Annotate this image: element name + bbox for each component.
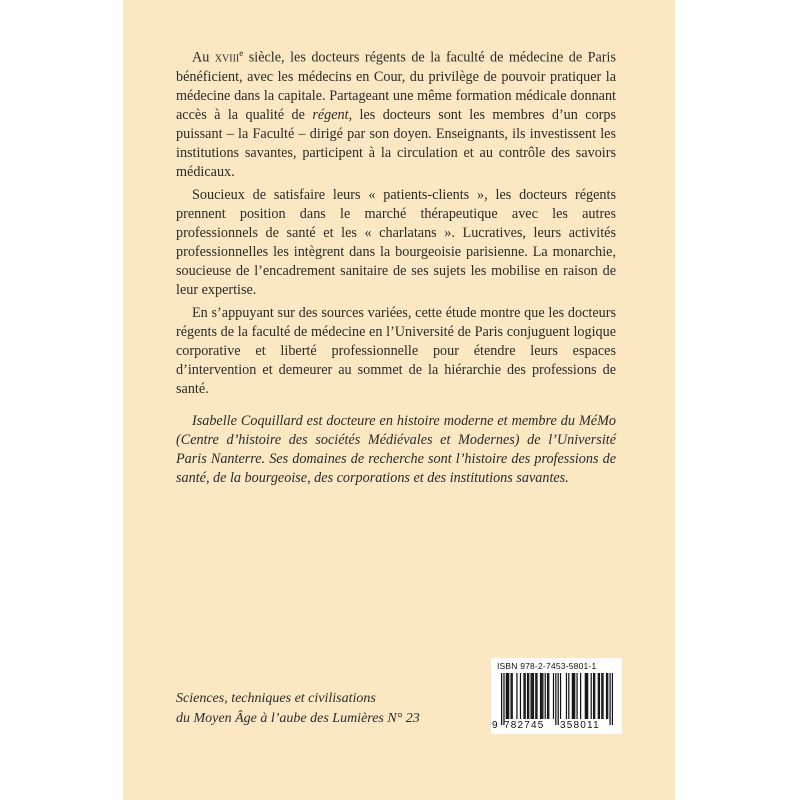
blurb-paragraph-3: En s’appuyant sur des sources variées, cette étude montre que les docteurs régents de la faculté de médecine en l’Université de Paris conjuguent logique corporative et liberté professionnelle pour étendre leurs espaces d’intervention et demeurer au sommet de la hiérarchie des professions de santé. bbox=[176, 304, 616, 397]
barcode-digit-group-1: 782745 bbox=[504, 720, 545, 731]
barcode-bar bbox=[527, 673, 528, 719]
isbn-label: ISBN 978-2-7453-5801-1 bbox=[497, 661, 597, 671]
barcode-bar bbox=[525, 673, 526, 719]
barcode-bar bbox=[545, 673, 546, 719]
barcode-bar bbox=[506, 673, 507, 719]
barcode-bar bbox=[555, 673, 556, 725]
barcode-bar bbox=[587, 673, 588, 719]
barcode-bar bbox=[523, 673, 524, 719]
barcode-bar bbox=[548, 673, 549, 719]
barcode-bar bbox=[568, 673, 569, 719]
barcode-bar bbox=[580, 673, 581, 719]
barcode-bar bbox=[516, 673, 517, 719]
barcode-bar bbox=[520, 673, 521, 719]
barcode-bar bbox=[612, 673, 613, 725]
barcode-bar bbox=[585, 673, 586, 719]
barcode-bar bbox=[598, 673, 599, 719]
barcode-bar bbox=[532, 673, 533, 719]
barcode-bar bbox=[530, 673, 531, 719]
barcode-bar bbox=[606, 673, 607, 719]
book-blurb bbox=[176, 44, 616, 399]
barcode-bar bbox=[558, 673, 559, 725]
barcode-bar bbox=[609, 673, 610, 725]
barcode-bar bbox=[536, 673, 537, 719]
blurb-p1-italic-term: régent bbox=[312, 106, 349, 123]
barcode-bar bbox=[503, 673, 504, 725]
blurb-paragraph-1 bbox=[176, 44, 616, 182]
barcode-bar bbox=[553, 673, 554, 719]
barcode-bar bbox=[541, 673, 542, 719]
barcode-bar bbox=[591, 673, 592, 719]
barcode-bar bbox=[572, 673, 573, 719]
barcode-bar bbox=[547, 673, 548, 719]
barcode-bar bbox=[535, 673, 536, 719]
barcode-bar bbox=[576, 673, 577, 719]
barcode-bar bbox=[593, 673, 594, 719]
barcode-bar bbox=[566, 673, 567, 719]
barcode-bar bbox=[512, 673, 513, 719]
barcode-bar bbox=[594, 673, 595, 719]
barcode-bar bbox=[573, 673, 574, 719]
barcode-digit-first: 9 bbox=[492, 720, 498, 731]
barcode-bar bbox=[528, 673, 529, 719]
barcode-bar bbox=[602, 673, 603, 719]
barcode-bar bbox=[586, 673, 587, 719]
barcode-bar bbox=[542, 673, 543, 719]
barcode-bar bbox=[533, 673, 534, 719]
series-title bbox=[176, 689, 436, 729]
barcode-bars bbox=[501, 673, 613, 725]
barcode-bar bbox=[601, 673, 602, 719]
barcode-bar bbox=[599, 673, 600, 719]
blurb-p1-text-end: , les docteurs sont les membres d’un corps puissant – la Faculté – dirigé par son doyen. Enseignants, ils investissent les institutions savantes, participent à la circulation et au contrôle des savoirs médicaux. bbox=[176, 106, 616, 180]
barcode-bar bbox=[510, 673, 511, 719]
blurb-p1-intro: Au bbox=[192, 49, 215, 66]
barcode-bar bbox=[501, 673, 502, 725]
barcode-bar bbox=[607, 673, 608, 719]
barcode-bar bbox=[540, 673, 541, 719]
blurb-paragraph-2: Soucieux de satisfaire leurs « patients-clients », les docteurs régents prennent position dans le marché thérapeutique avec les autres professionnels de santé et les « charlatans ». Lucratives, leurs activités professionnelles les intègrent dans la bourgeoisie parisienne. La monarchie, soucieuse de l’encadrement sanitaire de ses sujets les mobilise en raison de leur expertise. bbox=[176, 186, 616, 298]
barcode-digit-group-2: 358011 bbox=[560, 720, 600, 731]
barcode-bar bbox=[574, 673, 575, 719]
century-superscript: e bbox=[239, 48, 244, 58]
barcode-bar bbox=[560, 673, 561, 719]
century-numeral: xviii bbox=[214, 49, 240, 66]
series-line-2: du Moyen Âge à l’aube des Lumières N° 23 bbox=[176, 711, 420, 726]
author-bio: Isabelle Coquillard est docteure en histoire moderne et membre du MéMo (Centre d’histoire des sociétés Médiévales et Modernes) de l’Université Paris Nanterre. Ses domaines de recherche sont l’histoire des professions de santé, de la bourgeoise, des corporations et des institutions savantes. bbox=[176, 413, 616, 486]
blurb-p1-text: siècle, les docteurs régents de la faculté de médecine de Paris bénéficient, avec les médecins en Cour, du privilège de pouvoir pratiquer la médecine dans la capitale. Partageant une même formation médicale donnant accès à la qualité de bbox=[176, 49, 616, 123]
isbn-barcode bbox=[491, 658, 622, 734]
series-line-1: Sciences, techniques et civilisations bbox=[176, 691, 376, 706]
barcode-bar bbox=[508, 673, 509, 719]
barcode-bar bbox=[507, 673, 508, 719]
